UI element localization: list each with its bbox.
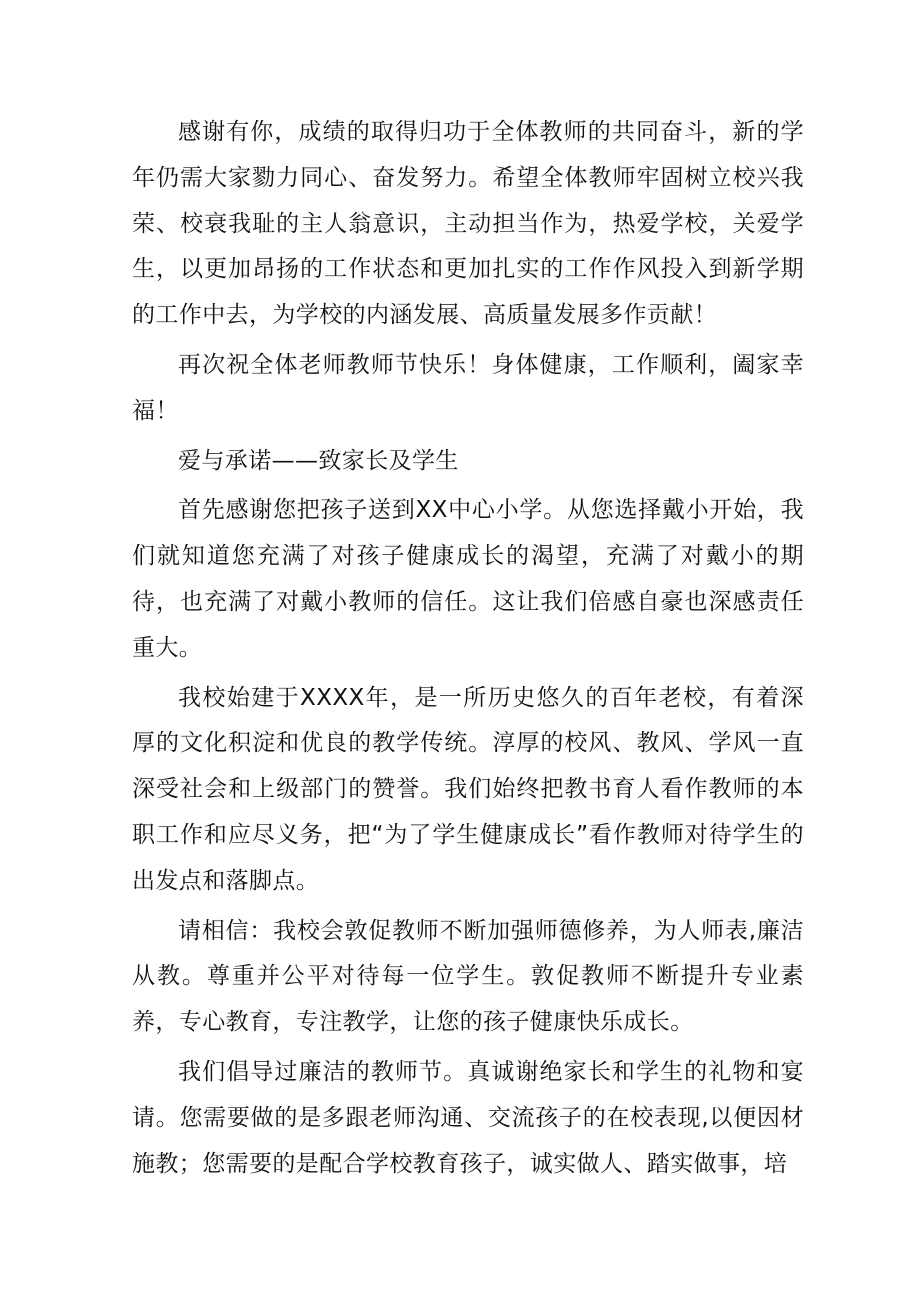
paragraph-clean-teachers-day: 我们倡导过廉洁的教师节。真诚谢绝家长和学生的礼物和宴请。您需要做的是多跟老师沟通、交流孩子的在校表现,以便因材施教；您需要的是配合学校教育孩子，诚实做人、踏实做事，培 bbox=[132, 1058, 804, 1177]
section-title: 爱与承诺——致家长及学生 bbox=[178, 447, 459, 474]
paragraph-wishes: 再次祝全体老师教师节快乐！身体健康，工作顺利，阖家幸福！ bbox=[132, 351, 804, 424]
paragraph-gratitude: 首先感谢您把孩子送到XX中心小学。从您选择戴小开始，我们就知道您充满了对孩子健康成长的渴望，充满了对戴小的期待，也充满了对戴小教师的信任。这让我们倍感自豪也深感责任重大。 bbox=[132, 497, 804, 661]
paragraph-commitment: 请相信：我校会敦促教师不断加强师德修养，为人师表,廉洁从教。尊重并公平对待每一位学生。敦促教师不断提升专业素养，专心教育，专注教学，让您的孩子健康快乐成长。 bbox=[132, 917, 804, 1036]
paragraph-school-history: 我校始建于XXXX年，是一所历史悠久的百年老校，有着深厚的文化积淀和优良的教学传统。淳厚的校风、教风、学风一直深受社会和上级部门的赞誉。我们始终把教书育人看作教师的本职工作和应尽义务，把“为了学生健康成长”看作教师对待学生的出发点和落脚点。 bbox=[132, 684, 804, 894]
document-body bbox=[132, 110, 804, 1187]
paragraph-thanks: 感谢有你，成绩的取得归功于全体教师的共同奋斗，新的学年仍需大家勠力同心、奋发努力。希望全体教师牢固树立校兴我荣、校衰我耻的主人翁意识，主动担当作为，热爱学校，关爱学生，以更加昂扬的工作状态和更加扎实的工作作风投入到新学期的工作中去，为学校的内涵发展、高质量发展多作贡献！ bbox=[132, 119, 804, 329]
